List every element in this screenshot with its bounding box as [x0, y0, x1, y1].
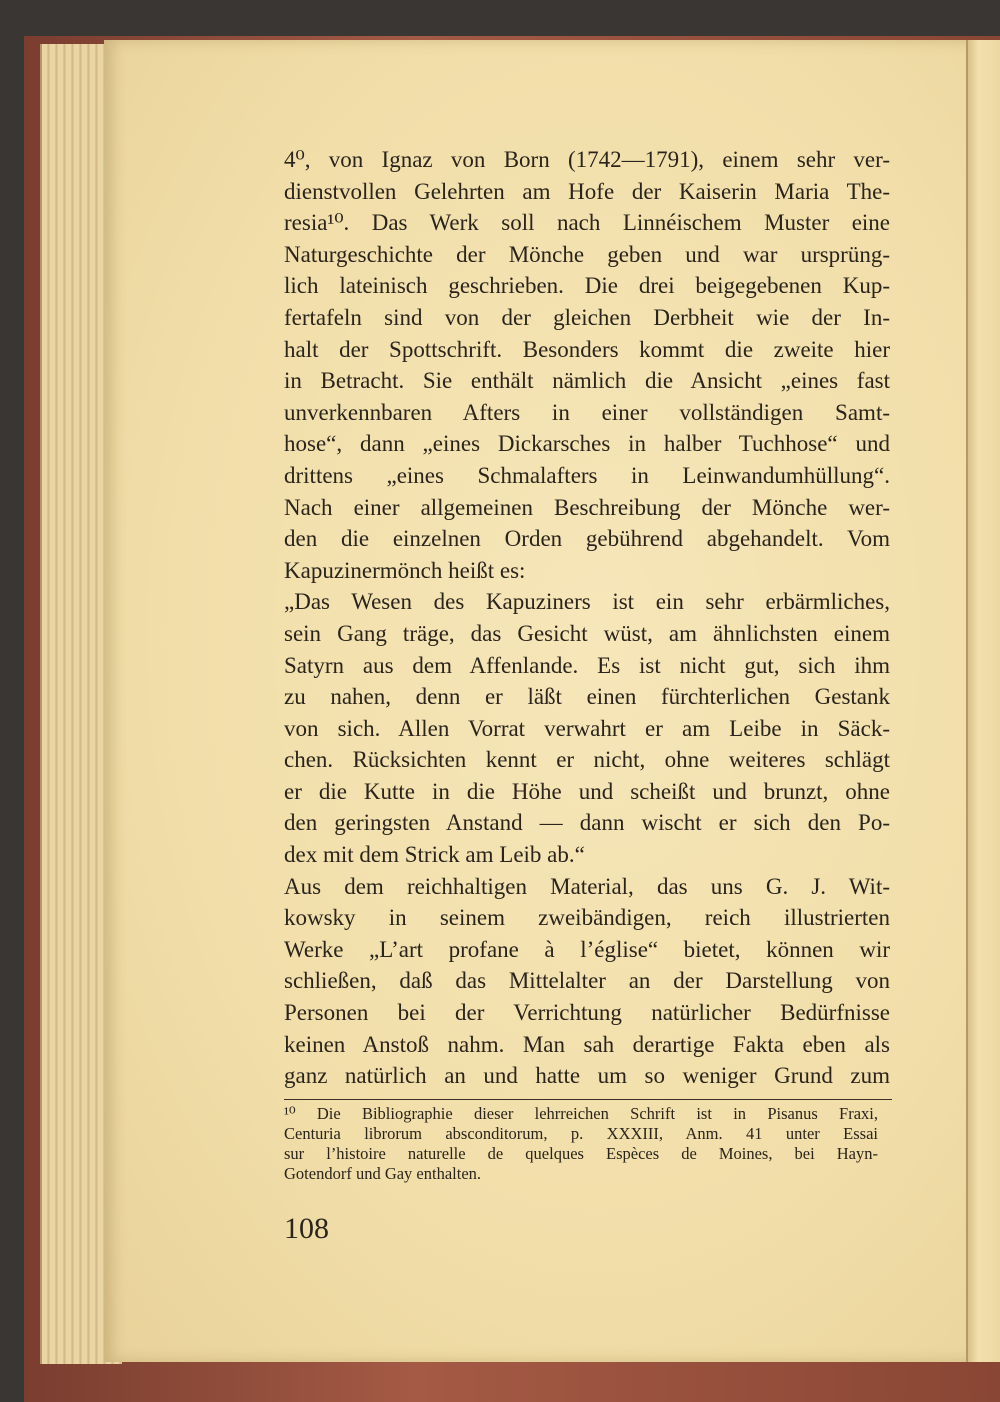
- text-line: ganz natürlich an und hatte um so weniger Grund zum: [284, 1063, 890, 1089]
- text-line: drittens „eines Schmalafters in Leinwandumhüllung“.: [284, 462, 890, 488]
- text-line: halt der Spottschrift. Besonders kommt die zweite hier: [284, 336, 890, 362]
- text-line: in Betracht. Sie enthält nämlich die Ansicht „eines fast: [284, 368, 890, 394]
- text-line: Personen bei der Verrichtung natürlicher Bedürfnisse: [284, 1000, 890, 1026]
- footnote-line: Gotendorf und Gay enthalten.: [284, 1164, 482, 1183]
- text-line: lich lateinisch geschrieben. Die drei beigegebenen Kup-: [284, 273, 890, 299]
- text-line: Werke „L’art profane à l’église“ bietet, können wir: [284, 936, 890, 962]
- text-line: dex mit dem Strick am Leib ab.“: [284, 842, 585, 868]
- text-line: keinen Anstoß nahm. Man sah derartige Fakta eben als: [284, 1031, 890, 1057]
- text-line: er die Kutte in die Höhe und scheißt und brunzt, ohne: [284, 778, 890, 804]
- body-text: [284, 144, 890, 1092]
- text-line: 4⁰, von Ignaz von Born (1742—1791), einem sehr ver-: [284, 147, 890, 172]
- text-line: unverkennbaren Afters in einer vollständigen Samt-: [284, 399, 890, 425]
- text-line: resia¹⁰. Das Werk soll nach Linnéischem Muster eine: [284, 210, 890, 236]
- footnote-line: Centuria librorum absconditorum, p. XXXIII, Anm. 41 unter Essai: [284, 1124, 878, 1143]
- footnote-line: ¹⁰ Die Bibliographie dieser lehrreichen Schrift ist in Pisanus Fraxi,: [284, 1104, 878, 1123]
- text-line: Aus dem reichhaltigen Material, das uns G. J. Wit-: [284, 873, 890, 899]
- text-line: chen. Rücksichten kennt er nicht, ohne weiteres schlägt: [284, 747, 890, 773]
- page-number: 108: [284, 1212, 329, 1245]
- text-line: von sich. Allen Vorrat verwahrt er am Leibe in Säck-: [284, 715, 890, 741]
- text-line: den die einzelnen Orden gebührend abgehandelt. Vom: [284, 526, 890, 552]
- text-line: „Das Wesen des Kapuziners ist ein sehr erbärmliches,: [284, 589, 890, 615]
- text-line: Satyrn aus dem Affenlande. Es ist nicht gut, sich ihm: [284, 652, 890, 678]
- text-line: sein Gang träge, das Gesicht wüst, am ähnlichsten einem: [284, 620, 890, 646]
- text-line: Nach einer allgemeinen Beschreibung der Mönche wer-: [284, 494, 890, 520]
- text-line: zu nahen, denn er läßt einen fürchterlichen Gestank: [284, 684, 890, 710]
- text-line: kowsky in seinem zweibändigen, reich illustrierten: [284, 905, 890, 931]
- text-line: hose“, dann „eines Dickarsches in halber Tuchhose“ und: [284, 431, 890, 457]
- text-line: dienstvollen Gelehrten am Hofe der Kaiserin Maria The-: [284, 178, 890, 204]
- footnote-line: sur l’histoire naturelle de quelques Espèces de Moines, bei Hayn-: [284, 1144, 878, 1163]
- footnote-divider: [284, 1099, 892, 1100]
- next-page-edge: [966, 40, 1000, 1362]
- text-line: fertafeln sind von der gleichen Derbheit wie der In-: [284, 304, 890, 330]
- text-line: schließen, daß das Mittelalter an der Darstellung von: [284, 968, 890, 994]
- text-line: Kapuzinermönch heißt es:: [284, 557, 526, 583]
- text-line: Naturgeschichte der Mönche geben und war ursprüng-: [284, 241, 890, 267]
- footnote: [284, 1104, 878, 1184]
- text-line: den geringsten Anstand — dann wischt er sich den Po-: [284, 810, 890, 836]
